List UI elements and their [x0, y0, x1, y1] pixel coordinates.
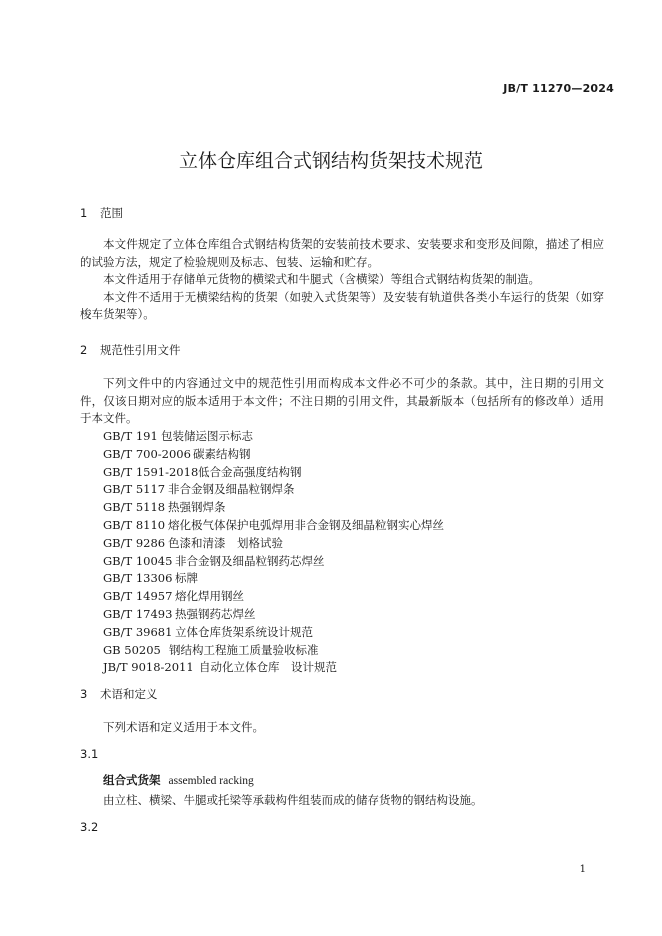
reference-code: GB/T 9286	[103, 535, 166, 550]
reference-item	[103, 588, 444, 606]
reference-code: GB/T 10045	[103, 553, 173, 568]
reference-item	[103, 570, 444, 588]
reference-item	[103, 481, 444, 499]
scope-paragraph-2: 本文件适用于存储单元货物的横梁式和牛腿式（含横梁）等组合式钢结构货架的制造。	[103, 272, 540, 287]
reference-title: 热强钢焊条	[168, 500, 226, 515]
reference-item	[103, 535, 444, 553]
scope-paragraph-3: 本文件不适用于无横梁结构的货架（如驶入式货架等）及安装有轨道供各类小车运行的货架（如穿梭车货架等）。	[80, 289, 604, 322]
reference-code: GB 50205	[103, 642, 161, 657]
reference-item	[103, 642, 444, 660]
reference-code: GB/T 5118	[103, 500, 166, 515]
reference-code: GB/T 700-2006	[103, 446, 191, 461]
reference-title: 立体仓库货架系统设计规范	[175, 624, 313, 639]
reference-item	[103, 428, 444, 446]
reference-code: JB/T 9018-2011	[103, 660, 194, 675]
reference-code: GB/T 191	[103, 429, 158, 443]
term-3-1-number: 3.1	[80, 747, 99, 761]
term-3-2-number: 3.2	[80, 820, 99, 834]
reference-title: 碳素结构钢	[193, 446, 251, 461]
section-1-heading	[80, 205, 123, 221]
reference-code: GB/T 39681	[103, 624, 173, 639]
section-title: 术语和定义	[100, 687, 158, 701]
reference-item	[103, 659, 444, 677]
term-3-1-heading	[103, 772, 254, 788]
reference-title: 非合金钢及细晶粒钢焊条	[168, 482, 295, 497]
reference-code: GB/T 1591-2018	[103, 464, 199, 479]
reference-item	[103, 499, 444, 517]
reference-title: 包装储运图示标志	[161, 429, 253, 443]
reference-item	[103, 446, 444, 464]
reference-item	[103, 464, 444, 482]
reference-list	[103, 428, 444, 677]
page-number: 1	[579, 864, 586, 875]
reference-code: GB/T 13306	[103, 571, 173, 586]
reference-title: 低合金高强度结构钢	[198, 464, 302, 479]
term-3-1-definition: 由立柱、横梁、牛腿或托梁等承载构件组装而成的储存货物的钢结构设施。	[103, 793, 483, 807]
normative-intro: 下列文件中的内容通过文中的规范性引用而构成本文件必不可少的条款。其中，注日期的引用文件，仅该日期对应的版本适用于本文件；不注日期的引用文件，其最新版本（包括所有的修改单）适用于本文件。	[80, 376, 604, 426]
reference-code: GB/T 14957	[103, 589, 173, 604]
reference-code: GB/T 17493	[103, 606, 173, 621]
reference-item	[103, 606, 444, 624]
section-number: 1	[80, 206, 88, 220]
term-english: assembled racking	[168, 775, 254, 787]
document-title: 立体仓库组合式钢结构货架技术规范	[178, 150, 483, 172]
section-3-heading	[80, 686, 158, 702]
section-number: 3	[80, 687, 88, 701]
reference-title: 热强钢药芯焊丝	[175, 606, 256, 621]
section-number: 2	[80, 343, 88, 357]
section-2-heading	[80, 342, 181, 358]
normative-intro-block	[80, 375, 604, 428]
reference-title: 非合金钢及细晶粒钢药芯焊丝	[175, 553, 325, 568]
reference-title: 钢结构工程施工质量验收标准	[169, 642, 319, 657]
reference-code: GB/T 5117	[103, 482, 166, 497]
scope-paragraphs	[80, 236, 604, 324]
reference-title: 色漆和清漆 划格试验	[168, 535, 283, 550]
reference-title: 自动化立体仓库 设计规范	[199, 660, 337, 675]
reference-item	[103, 624, 444, 642]
section-title: 规范性引用文件	[100, 343, 181, 357]
reference-item	[103, 553, 444, 571]
document-code: JB/T 11270—2024	[503, 82, 614, 95]
section-title: 范围	[100, 206, 123, 220]
reference-title: 熔化极气体保护电弧焊用非合金钢及细晶粒钢实心焊丝	[168, 517, 444, 532]
terms-intro: 下列术语和定义适用于本文件。	[103, 720, 264, 734]
scope-paragraph-1: 本文件规定了立体仓库组合式钢结构货架的安装前技术要求、安装要求和变形及间隙，描述了相应的试验方法，规定了检验规则及标志、包装、运输和贮存。	[80, 237, 604, 269]
reference-item	[103, 517, 444, 535]
term-chinese: 组合式货架	[103, 773, 161, 787]
reference-title: 熔化焊用钢丝	[175, 589, 244, 604]
reference-code: GB/T 8110	[103, 517, 166, 532]
reference-title: 标牌	[175, 571, 198, 586]
